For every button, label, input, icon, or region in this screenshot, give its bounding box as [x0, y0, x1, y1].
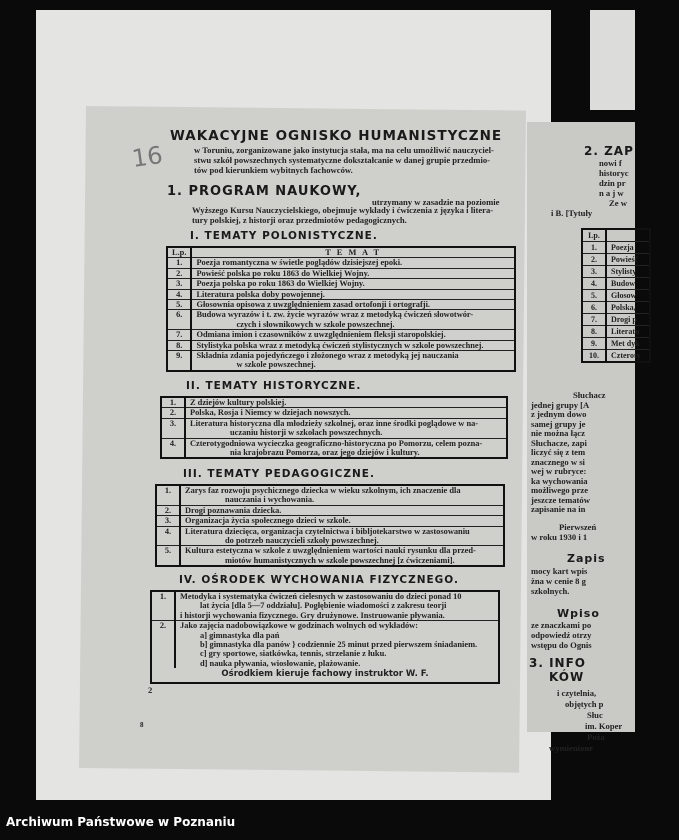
historyczne-table	[160, 396, 508, 459]
table-row	[167, 279, 515, 289]
right-page-text: Wpiso	[557, 607, 600, 620]
row-number: 9.	[582, 338, 606, 350]
row-text: Składnia zdania pojedyńczego i złożonego wraz z metodyką jej nauczania w szkole powszechnej.	[191, 351, 515, 371]
row-text: Stylistyka polska wraz z metodyką ćwiczeń stylistycznych w szkole powszechnej.	[191, 340, 515, 350]
row-text: Budowa wyrazów i t. zw. życie wyrazów wraz z metodyką ćwiczeń słowotwór- czych i słownikowych w szkole powszechnej.	[191, 310, 515, 330]
right-page	[527, 122, 641, 753]
pedagogiczne-table	[155, 484, 505, 567]
row-text: Poezja polska po roku 1863 do Wielkiej Wojny.	[191, 279, 515, 289]
row-number: 2.	[151, 621, 175, 669]
row-number: 4.	[167, 289, 191, 299]
row-number: 2.	[167, 268, 191, 278]
right-page-text: Słuchacze, zapi	[531, 437, 587, 448]
table-row	[167, 351, 515, 371]
row-number: 4.	[156, 526, 180, 546]
table-row	[582, 302, 650, 314]
right-page-text: KÓW	[549, 670, 585, 684]
row-number: 3.	[156, 516, 180, 526]
handwritten-number: 16	[130, 141, 165, 173]
row-number: 2.	[582, 254, 606, 266]
row-number: 8.	[167, 340, 191, 350]
right-page-text: jednej grupy [A	[531, 399, 590, 410]
right-table	[581, 228, 651, 363]
right-page-text: odpowiedź otrzy	[531, 630, 592, 640]
fizyczne-footer: Ośrodkiem kieruje fachowy instruktor W. F.	[151, 668, 499, 682]
right-page-text: jeszcze tematów	[531, 494, 590, 505]
table-row	[161, 408, 507, 418]
row-number: 6.	[167, 310, 191, 330]
subsection-heading: III. TEMATY PEDAGOGICZNE.	[183, 468, 375, 480]
right-page-text: w roku 1930 i 1	[531, 532, 588, 542]
table-row	[156, 546, 504, 566]
row-text: Głosow	[606, 290, 650, 302]
subsection-heading: I. TEMATY POLONISTYCZNE.	[190, 230, 378, 242]
row-number: 1.	[582, 242, 606, 254]
table-row	[167, 258, 515, 268]
table-row	[167, 300, 515, 310]
right-page-text: n a j w	[599, 188, 624, 198]
row-text: Jako zajęcia nadobowiązkowe w godzinach wolnych od wykładów: a] gimnastyka dla pań b] gimnastyka dla panów } codziennie 25 minut przed pierwszem śniadaniem. c] gry sportowe, siatkówka, tennis, strzelanie z łuku. d] nauka pływania, wiosłowanie, plażowanie.	[175, 621, 499, 669]
archive-caption: Archiwum Państwowe w Poznaniu	[6, 815, 236, 829]
right-page-text: nie można łącz	[531, 428, 585, 438]
table-row	[582, 278, 650, 290]
temat-header: T E M A T	[191, 247, 515, 258]
right-page-text: wstępu do Ognis	[531, 640, 592, 650]
row-number: 8.	[582, 326, 606, 338]
document-title: WAKACYJNE OGNISKO HUMANISTYCZNE	[170, 128, 503, 144]
right-page-text: samej grupy je	[531, 418, 586, 429]
right-page-text: zapisanie na in	[531, 504, 586, 514]
row-number: 2.	[156, 505, 180, 515]
row-text: Powieść polska po roku 1863 do Wielkiej Wojny.	[191, 268, 515, 278]
row-number: 9.	[167, 351, 191, 371]
row-text: Czteroty	[606, 350, 650, 363]
row-text: Głosownia opisowa z uwzględnieniem zasad ortofonji i ortografji.	[191, 300, 515, 310]
row-text: Czterotygodniowa wycieczka geograficzno-historyczna po Pomorzu, celem pozna- nia krajobrazu Pomorza, oraz jego dziejów i kultury.	[185, 438, 507, 458]
table-row	[167, 330, 515, 340]
row-text: Drogi poznawania dziecka.	[180, 505, 504, 515]
right-page-text: ze znaczkami po	[531, 620, 592, 630]
row-text: Polska, Rosja i Niemcy w dziejach nowszych.	[185, 408, 507, 418]
right-page-text: Zapis	[567, 552, 606, 565]
subsection-heading: IV. OŚRODEK WYCHOWANIA FIZYCZNEGO.	[179, 574, 459, 586]
row-number: 4.	[161, 438, 185, 458]
row-number: 1.	[156, 485, 180, 505]
row-text: Budow	[606, 278, 650, 290]
row-text: Drogi p	[606, 314, 650, 326]
right-page-text: Słuc	[587, 710, 603, 720]
row-number: 5.	[156, 546, 180, 566]
table-row	[582, 254, 650, 266]
row-number: 7.	[582, 314, 606, 326]
table-row	[161, 418, 507, 438]
row-text: Literatura polska doby powojennej.	[191, 289, 515, 299]
row-text: Powieść	[606, 254, 650, 266]
row-text: Poezja	[606, 242, 650, 254]
right-heading: 2. ZAP	[584, 144, 634, 158]
row-text: Poezja romantyczna w świetle poglądów dzisiejszej epoki.	[191, 258, 515, 268]
table-row	[582, 314, 650, 326]
section-text: Wyższego Kursu Nauczycielskiego, obejmuje wykłady i ćwiczenia z języka i litera-	[192, 205, 494, 215]
row-text: Stylisty	[606, 266, 650, 278]
small-mark: 8	[140, 721, 144, 729]
table-row	[582, 326, 650, 338]
row-number: 1.	[167, 258, 191, 268]
table-row	[156, 485, 504, 505]
intro-line: stwu szkół powszechnych systematyczne dokształcanie w danej grupie przedmio-	[194, 155, 490, 165]
right-page-text: wej w rubryce:	[531, 466, 587, 476]
right-page-text: ka wychowania	[531, 475, 588, 486]
table-row	[582, 350, 650, 363]
table-row	[156, 505, 504, 515]
polonistyczne-table	[166, 246, 516, 372]
row-number: 1.	[161, 397, 185, 408]
row-number: 2.	[161, 408, 185, 418]
right-page-text: i B. [Tytuły	[551, 208, 593, 218]
row-number: 6.	[582, 302, 606, 314]
row-number: 3.	[167, 279, 191, 289]
right-page-text: Pierwszeń	[559, 522, 597, 532]
row-number: 4.	[582, 278, 606, 290]
right-page-text: mocy kart wpis	[531, 566, 588, 576]
paper-edge	[590, 10, 635, 110]
table-row	[582, 338, 650, 350]
row-text: Literatura dziecięca, organizacja czytelnictwa i bibljotekarstwo w zastosowaniu do potrzeb nauczycieli szkoły powszechnej.	[180, 526, 504, 546]
subsection-heading: II. TEMATY HISTORYCZNE.	[186, 380, 362, 392]
fizyczne-table	[150, 590, 500, 684]
right-page-text: z jednym dowo	[531, 409, 587, 419]
table-row	[156, 526, 504, 546]
table-row	[156, 516, 504, 526]
row-number: 5.	[582, 290, 606, 302]
row-text: Literatura historyczna dla młodzieży szkolnej, oraz inne środki poglądowe w na- uczaniu historji w szkołach powszechnych.	[185, 418, 507, 438]
right-page-text: im. Koper	[585, 721, 623, 731]
right-page-text: Ze w	[609, 198, 627, 208]
table-row	[167, 289, 515, 299]
row-text: Organizacja życia społecznego dzieci w szkole.	[180, 516, 504, 526]
row-text: Zarys faz rozwoju psychicznego dziecka w wieku szkolnym, ich znaczenie dla nauczania i wychowania.	[180, 485, 504, 505]
row-text: Kultura estetyczna w szkole z uwzględnieniem wartości nauki rysunku dla przed- miotów humanistycznych w szkole powszechnej [z ćwiczeniami].	[180, 546, 504, 566]
table-row	[582, 266, 650, 278]
right-page-text: nowi f	[599, 158, 622, 168]
right-page-text: Słuchacz	[573, 390, 606, 400]
table-row	[582, 290, 650, 302]
row-number: 10.	[582, 350, 606, 363]
row-number: 5.	[167, 300, 191, 310]
row-text: Met dyk	[606, 338, 650, 350]
table-row	[167, 340, 515, 350]
right-page-text: wymienione	[549, 743, 593, 753]
right-page-text: i czytelnia,	[557, 688, 597, 698]
right-page-text: żna w cenie 8 g	[531, 576, 586, 586]
table-row	[167, 268, 515, 278]
lp-header: L.p.	[167, 247, 191, 258]
row-text: Literatu	[606, 326, 650, 338]
row-text: Polska,	[606, 302, 650, 314]
row-number: 1.	[151, 591, 175, 621]
section-heading: 1. PROGRAM NAUKOWY,	[167, 184, 362, 199]
lp-header: Lp.	[582, 229, 606, 242]
row-text: Metodyka i systematyka ćwiczeń cielesnych w zastosowaniu do dzieci ponad 10 lat życia [dla 5—7 oddziału]. Pogłębienie wiadomości z zakresu teorji i historji wychowania fizycznego. Gry drużynowe. Instruowanie pływania.	[175, 591, 499, 621]
row-text: Odmiana imion i czasowników z uwzględnieniem fleksji staropolskiej.	[191, 330, 515, 340]
right-page-text: objętych p	[565, 699, 604, 709]
right-page-text: szkolnych.	[531, 586, 570, 596]
table-row	[161, 438, 507, 458]
right-page-text: 3. INFO	[529, 656, 586, 670]
intro-line: tów pod kierunkiem wybitnych fachowców.	[194, 165, 353, 175]
table-row	[161, 397, 507, 408]
row-number: 7.	[167, 330, 191, 340]
right-page-text: Poża	[587, 732, 605, 742]
row-text: Z dziejów kultury polskiej.	[185, 397, 507, 408]
right-page-text: znacznego w si	[531, 456, 585, 467]
right-page-text: dzin pr	[599, 178, 626, 188]
right-page-text: liczyć się z tem	[531, 447, 586, 457]
intro-line: w Toruniu, zorganizowane jako instytucja stała, ma na celu umożliwić nauczyciel-	[194, 145, 494, 155]
row-number: 3.	[582, 266, 606, 278]
right-page-text: możliwego prze	[531, 485, 589, 495]
section-text: utrzymany w zasadzie na poziomie	[372, 197, 500, 207]
table-row	[582, 242, 650, 254]
page-number: 2	[148, 685, 153, 695]
section-text: tury polskiej, z historji oraz przedmiotów pedagogicznych.	[192, 215, 407, 225]
right-page-text: historyc	[599, 168, 629, 178]
table-row	[167, 310, 515, 330]
row-number: 3.	[161, 418, 185, 438]
